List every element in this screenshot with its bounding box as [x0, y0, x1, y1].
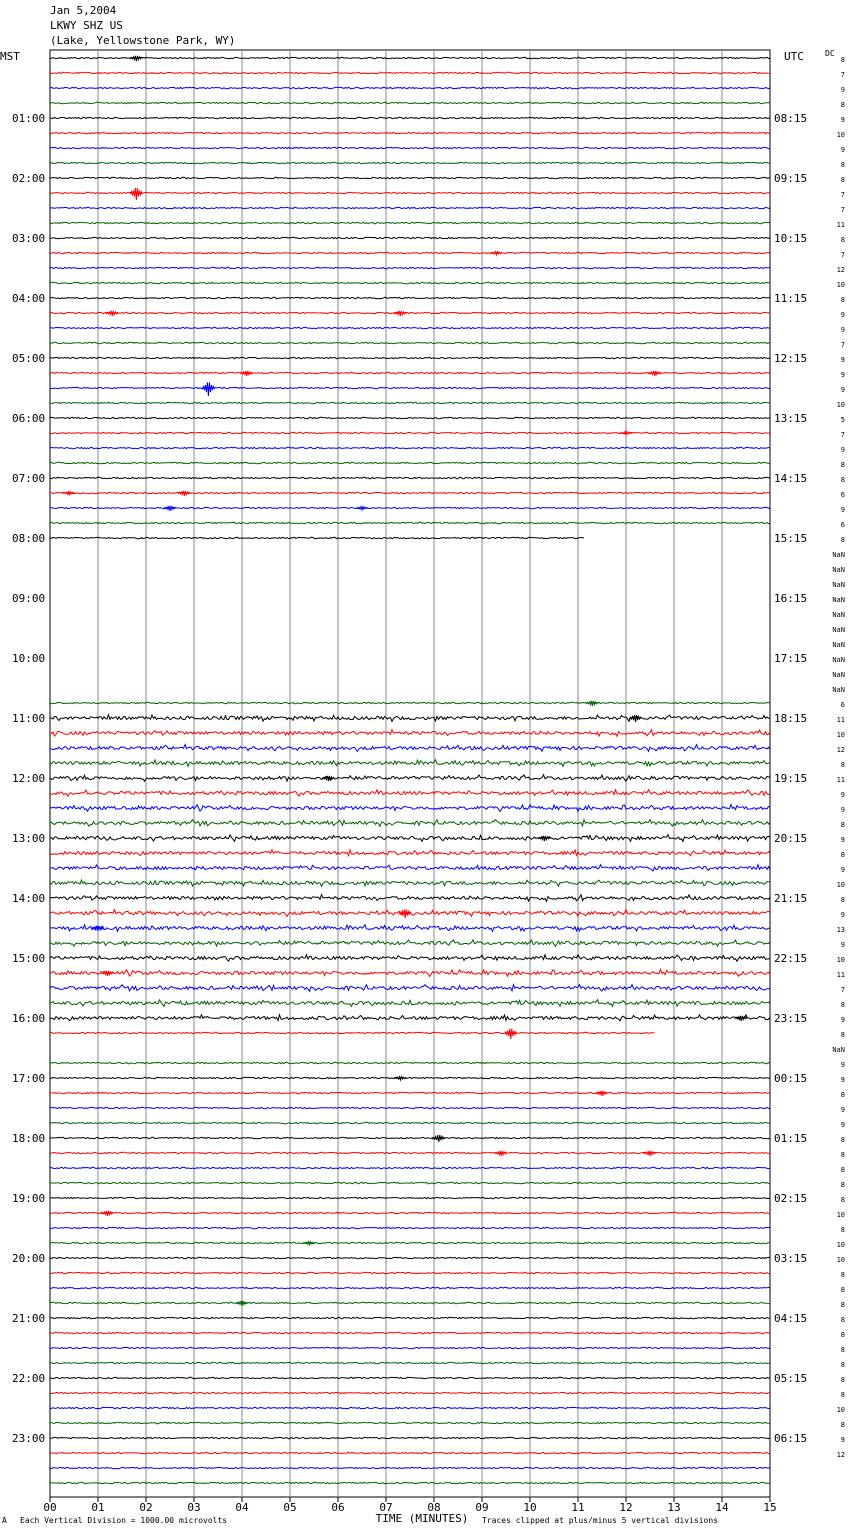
right-hour-label: 02:15	[774, 1192, 808, 1205]
left-hour-label: 11:00	[12, 712, 46, 725]
right-hour-label: 18:15	[774, 712, 808, 725]
trace-line	[50, 207, 770, 208]
trace-line	[50, 102, 770, 103]
trace-line	[50, 1242, 770, 1243]
trace-line	[50, 880, 770, 886]
trace-line	[50, 985, 770, 992]
x-tick-label: 06	[331, 1501, 345, 1514]
left-hour-label: 16:00	[12, 1012, 46, 1025]
left-hour-label: 17:00	[12, 1072, 46, 1085]
left-hour-label: 20:00	[12, 1252, 46, 1265]
dc-offset-label: 10	[836, 281, 845, 289]
x-tick-label: 02	[139, 1501, 153, 1514]
trace-line	[50, 477, 770, 478]
left-hour-label: 03:00	[12, 232, 46, 245]
event-spike	[106, 311, 118, 316]
dc-offset-label: 8	[840, 1091, 845, 1099]
left-hour-label: 06:00	[12, 412, 46, 425]
x-tick-label: 11	[571, 1501, 585, 1514]
trace-line	[50, 177, 770, 178]
trace-line	[50, 297, 770, 298]
trace-line	[50, 1302, 770, 1303]
event-spike	[164, 506, 176, 511]
trace-line	[50, 327, 770, 328]
dc-offset-label: 8	[840, 56, 845, 64]
label-group	[12, 56, 845, 1514]
dc-offset-label: 7	[840, 206, 845, 214]
x-tick-label: 09	[475, 1501, 489, 1514]
trace-line	[50, 1287, 770, 1288]
event-spike	[649, 371, 661, 376]
event-spike	[394, 311, 406, 316]
dc-offset-label: 8	[840, 1001, 845, 1009]
dc-offset-label: 8	[840, 236, 845, 244]
trace-line	[50, 1452, 770, 1453]
right-hour-label: 03:15	[774, 1252, 808, 1265]
dc-offset-label: 11	[836, 221, 845, 229]
right-timezone-label: UTC	[784, 50, 804, 63]
trace-line	[50, 1437, 770, 1438]
trace-line	[50, 417, 770, 418]
trace-line	[50, 1197, 770, 1198]
dc-offset-label: 8	[840, 1331, 845, 1339]
trace-line	[50, 1227, 770, 1228]
dc-offset-label: 10	[836, 881, 845, 889]
dc-offset-label: 9	[840, 1061, 845, 1069]
right-hour-label: 12:15	[774, 352, 808, 365]
dc-offset-label: 8	[840, 1346, 845, 1354]
dc-offset-label: 9	[840, 146, 845, 154]
trace-line	[50, 342, 770, 343]
dc-offset-label: 8	[840, 1421, 845, 1429]
trace-line	[50, 790, 770, 797]
trace-line	[50, 312, 770, 313]
trace-line	[50, 1422, 770, 1423]
trace-line	[50, 282, 770, 283]
dc-offset-label: 8	[840, 461, 845, 469]
dc-offset-label: 8	[840, 761, 845, 769]
trace-line	[50, 1272, 770, 1273]
event-spike	[644, 1151, 656, 1156]
dc-offset-label: NaN	[832, 551, 845, 559]
dc-offset-label: 8	[840, 176, 845, 184]
trace-line	[50, 730, 770, 737]
chart-station: LKWY SHZ US	[50, 19, 123, 32]
right-hour-label: 00:15	[774, 1072, 808, 1085]
trace-line	[50, 117, 770, 118]
left-hour-label: 05:00	[12, 352, 46, 365]
right-hour-label: 04:15	[774, 1312, 808, 1325]
trace-line	[50, 1122, 770, 1123]
trace-line	[50, 1332, 770, 1333]
trace-line	[50, 72, 770, 73]
left-hour-label: 22:00	[12, 1372, 46, 1385]
trace-line	[50, 1077, 770, 1078]
left-hour-label: 18:00	[12, 1132, 46, 1145]
left-hour-label: 09:00	[12, 592, 46, 605]
dc-offset-label: 8	[840, 1391, 845, 1399]
trace-line	[50, 1092, 770, 1093]
event-spike	[202, 382, 214, 396]
trace-line	[50, 492, 770, 493]
x-tick-label: 12	[619, 1501, 633, 1514]
right-hour-label: 06:15	[774, 1432, 808, 1445]
dc-offset-label: 9	[840, 1016, 845, 1024]
dc-offset-label: 9	[840, 836, 845, 844]
left-hour-label: 19:00	[12, 1192, 46, 1205]
dc-offset-label: 8	[840, 1136, 845, 1144]
dc-offset-label: 8	[840, 851, 845, 859]
trace-line	[50, 537, 584, 538]
dc-column-label: DC	[825, 49, 835, 58]
x-tick-label: 03	[187, 1501, 201, 1514]
dc-offset-label: NaN	[832, 671, 845, 679]
x-tick-label: 13	[667, 1501, 681, 1514]
dc-offset-label: 7	[840, 71, 845, 79]
right-hour-label: 23:15	[774, 1012, 808, 1025]
trace-line	[50, 387, 770, 388]
right-hour-label: 22:15	[774, 952, 808, 965]
dc-offset-label: 8	[840, 1286, 845, 1294]
dc-offset-label: 7	[840, 986, 845, 994]
dc-offset-label: 9	[840, 941, 845, 949]
trace-line	[50, 1032, 655, 1033]
trace-line	[50, 1182, 770, 1183]
dc-offset-label: 10	[836, 731, 845, 739]
dc-offset-label: NaN	[832, 641, 845, 649]
dc-offset-label: 8	[840, 1151, 845, 1159]
dc-offset-label: 9	[840, 446, 845, 454]
trace-line	[50, 760, 770, 767]
dc-offset-label: 10	[836, 1241, 845, 1249]
trace-line	[50, 1015, 770, 1021]
dc-offset-label: NaN	[832, 611, 845, 619]
trace-line	[50, 805, 770, 812]
trace-line	[50, 252, 770, 253]
dc-offset-label: NaN	[832, 581, 845, 589]
trace-line	[50, 147, 770, 148]
dc-offset-label: 8	[840, 536, 845, 544]
x-axis-label: TIME (MINUTES)	[375, 1512, 469, 1525]
dc-offset-label: 9	[840, 1436, 845, 1444]
dc-offset-label: 10	[836, 1211, 845, 1219]
right-hour-label: 10:15	[774, 232, 808, 245]
dc-offset-label: 8	[840, 1166, 845, 1174]
right-hour-label: 13:15	[774, 412, 808, 425]
trace-line	[50, 745, 770, 752]
dc-offset-label: 9	[840, 1121, 845, 1129]
event-spike	[505, 1029, 517, 1039]
dc-offset-label: 9	[840, 326, 845, 334]
x-tick-label: 10	[523, 1501, 537, 1514]
right-hour-label: 08:15	[774, 112, 808, 125]
event-spike	[130, 56, 142, 61]
trace-line	[50, 1167, 770, 1168]
left-hour-label: 13:00	[12, 832, 46, 845]
dc-offset-label: 8	[840, 1376, 845, 1384]
left-hour-label: 02:00	[12, 172, 46, 185]
trace-line	[50, 1062, 770, 1063]
trace-line	[50, 1000, 770, 1007]
trace-line	[50, 432, 770, 433]
trace-line	[50, 715, 770, 722]
dc-offset-label: 9	[840, 311, 845, 319]
event-spike	[130, 188, 142, 200]
event-spike	[102, 1211, 114, 1216]
dc-offset-label: 9	[840, 86, 845, 94]
dc-offset-label: 7	[840, 251, 845, 259]
trace-line	[50, 1392, 770, 1393]
trace-line	[50, 357, 770, 358]
left-hour-label: 15:00	[12, 952, 46, 965]
trace-line	[50, 865, 770, 871]
trace-line	[50, 132, 770, 133]
trace-line	[50, 222, 770, 223]
dc-offset-label: 10	[836, 1256, 845, 1264]
trace-line	[50, 1362, 770, 1363]
right-hour-label: 20:15	[774, 832, 808, 845]
dc-offset-label: 10	[836, 131, 845, 139]
event-spike	[433, 1135, 445, 1142]
trace-line	[50, 1482, 770, 1483]
left-hour-label: 10:00	[12, 652, 46, 665]
trace-line	[50, 925, 770, 932]
right-hour-label: 15:15	[774, 532, 808, 545]
dc-offset-label: 9	[840, 1106, 845, 1114]
dc-offset-label: NaN	[832, 1046, 845, 1054]
x-tick-label: 07	[379, 1501, 393, 1514]
x-tick-label: 00	[43, 1501, 57, 1514]
dc-offset-label: 12	[836, 266, 845, 274]
trace-line	[50, 1212, 770, 1213]
trace-line	[50, 702, 770, 703]
left-hour-label: 14:00	[12, 892, 46, 905]
footer-clip-note: Traces clipped at plus/minus 5 vertical divisions	[482, 1516, 719, 1525]
trace-line	[50, 192, 770, 193]
dc-offset-label: 8	[840, 161, 845, 169]
trace-line	[50, 87, 770, 88]
right-hour-label: 11:15	[774, 292, 808, 305]
dc-offset-label: 8	[840, 1361, 845, 1369]
right-hour-label: 19:15	[774, 772, 808, 785]
dc-offset-label: 9	[840, 371, 845, 379]
trace-line	[50, 162, 770, 163]
trace-line	[50, 970, 770, 977]
dc-offset-label: 9	[840, 356, 845, 364]
trace-line	[50, 462, 770, 463]
event-spike	[322, 776, 334, 781]
dc-offset-label: 11	[836, 716, 845, 724]
dc-offset-label: 10	[836, 401, 845, 409]
event-spike	[495, 1151, 507, 1156]
right-hour-label: 05:15	[774, 1372, 808, 1385]
dc-offset-label: 8	[840, 101, 845, 109]
dc-offset-label: 6	[840, 491, 845, 499]
right-hour-label: 09:15	[774, 172, 808, 185]
right-hour-label: 16:15	[774, 592, 808, 605]
right-hour-label: 14:15	[774, 472, 808, 485]
dc-offset-label: 6	[840, 521, 845, 529]
dc-offset-label: 5	[840, 416, 845, 424]
trace-line	[50, 267, 770, 268]
left-hour-label: 04:00	[12, 292, 46, 305]
event-spike	[241, 371, 253, 376]
right-hour-label: 01:15	[774, 1132, 808, 1145]
right-hour-label: 21:15	[774, 892, 808, 905]
event-spike	[630, 715, 642, 722]
event-spike	[356, 507, 368, 510]
event-spike	[586, 701, 598, 706]
dc-offset-label: 6	[840, 701, 845, 709]
trace-line	[50, 1407, 770, 1408]
trace-line	[50, 1257, 770, 1258]
trace-line	[50, 1107, 770, 1108]
trace-line	[50, 57, 770, 58]
trace-line	[50, 522, 770, 523]
trace-line	[50, 850, 770, 856]
dc-offset-label: 8	[840, 896, 845, 904]
right-hour-label: 17:15	[774, 652, 808, 665]
dc-offset-label: 9	[840, 791, 845, 799]
dc-offset-label: 10	[836, 956, 845, 964]
dc-offset-label: NaN	[832, 596, 845, 604]
left-hour-label: 01:00	[12, 112, 46, 125]
trace-line	[50, 940, 770, 947]
dc-offset-label: 9	[840, 116, 845, 124]
trace-line	[50, 1137, 770, 1138]
dc-offset-label: 8	[840, 476, 845, 484]
trace-line	[50, 447, 770, 448]
dc-offset-label: 9	[840, 806, 845, 814]
x-tick-label: 08	[427, 1501, 441, 1514]
trace-line	[50, 1317, 770, 1318]
x-tick-label: 14	[715, 1501, 729, 1514]
event-spike	[596, 1091, 608, 1096]
dc-offset-label: 7	[840, 341, 845, 349]
dc-offset-label: 8	[840, 1316, 845, 1324]
dc-offset-label: 8	[840, 296, 845, 304]
dc-offset-label: 7	[840, 191, 845, 199]
chart-location: (Lake, Yellowstone Park, WY)	[50, 34, 236, 47]
trace-line	[50, 507, 770, 508]
left-hour-label: 08:00	[12, 532, 46, 545]
trace-line	[50, 895, 770, 902]
trace-line	[50, 820, 770, 827]
dc-offset-label: NaN	[832, 566, 845, 574]
trace-line	[50, 1152, 770, 1153]
dc-offset-label: NaN	[832, 626, 845, 634]
event-spike	[178, 491, 190, 496]
dc-offset-label: 8	[840, 1181, 845, 1189]
dc-offset-label: 8	[840, 1196, 845, 1204]
left-hour-label: 12:00	[12, 772, 46, 785]
left-timezone-label: MST	[0, 50, 20, 63]
trace-group	[50, 57, 770, 1483]
dc-offset-label: 8	[840, 1301, 845, 1309]
dc-offset-label: 9	[840, 386, 845, 394]
trace-line	[50, 1347, 770, 1348]
chart-date: Jan 5,2004	[50, 4, 117, 17]
event-spike	[399, 909, 411, 918]
trace-line	[50, 372, 770, 373]
x-tick-label: 15	[763, 1501, 777, 1514]
trace-line	[50, 237, 770, 238]
left-hour-label: 07:00	[12, 472, 46, 485]
dc-offset-label: 9	[840, 506, 845, 514]
dc-offset-label: 12	[836, 1451, 845, 1459]
dc-offset-label: 7	[840, 431, 845, 439]
left-hour-label: 23:00	[12, 1432, 46, 1445]
dc-offset-label: 8	[840, 1226, 845, 1234]
dc-offset-label: 12	[836, 746, 845, 754]
x-tick-label: 05	[283, 1501, 297, 1514]
trace-line	[50, 1467, 770, 1468]
trace-line	[50, 402, 770, 403]
dc-offset-label: 8	[840, 1031, 845, 1039]
dc-offset-label: 9	[840, 1076, 845, 1084]
left-hour-label: 21:00	[12, 1312, 46, 1325]
event-group	[63, 56, 747, 1306]
trace-line	[50, 775, 770, 782]
dc-offset-label: 9	[840, 911, 845, 919]
x-tick-label: 04	[235, 1501, 249, 1514]
trace-line	[50, 835, 770, 842]
dc-offset-label: 9	[840, 866, 845, 874]
footer-mark: A	[2, 1516, 7, 1525]
footer-scale-note: Each Vertical Division = 1000.00 microvolts	[20, 1516, 228, 1525]
dc-offset-label: 8	[840, 821, 845, 829]
dc-offset-label: 13	[836, 926, 845, 934]
dc-offset-label: 8	[840, 1271, 845, 1279]
x-tick-label: 01	[91, 1501, 105, 1514]
dc-offset-label: 11	[836, 971, 845, 979]
dc-offset-label: NaN	[832, 656, 845, 664]
dc-offset-label: 10	[836, 1406, 845, 1414]
trace-line	[50, 955, 770, 962]
dc-offset-label: 11	[836, 776, 845, 784]
trace-line	[50, 1377, 770, 1378]
dc-offset-label: NaN	[832, 686, 845, 694]
